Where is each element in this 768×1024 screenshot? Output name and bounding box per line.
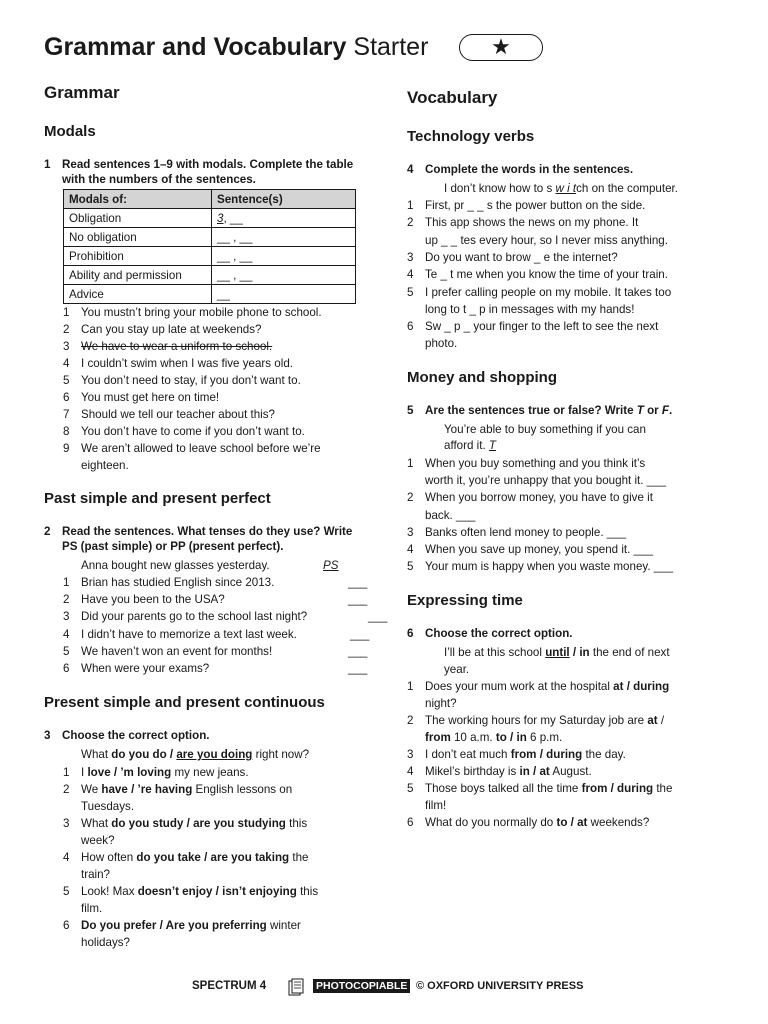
item-text xyxy=(425,712,664,729)
exercise-number: 1 xyxy=(44,158,51,171)
item-text: Mikel’s birthday is xyxy=(425,765,520,778)
option-text: have xyxy=(101,783,128,796)
item-text: Does your mum work at the hospital xyxy=(425,680,614,693)
exercise-number: 6 xyxy=(407,627,414,640)
item-text: this xyxy=(296,885,319,898)
item-text: When you borrow money, you have to give it xyxy=(425,491,653,505)
option-text: to xyxy=(556,816,568,829)
item-text: up _ _ tes every hour, so I never miss anything. xyxy=(425,233,668,247)
item-text: This app shows the news on my phone. It xyxy=(425,216,639,230)
item-number: 2 xyxy=(63,323,70,336)
star-icon: ★ xyxy=(491,34,511,59)
instruction-text: Read the sentences. What tenses do they use? Write PS (past simple) or PP (present perfect). xyxy=(62,525,353,553)
page-footer xyxy=(0,978,768,998)
item-text: We aren’t allowed to leave school before we’re xyxy=(81,442,321,455)
item-number: 3 xyxy=(63,340,70,353)
tech-heading: Technology verbs xyxy=(407,128,535,145)
item-text: Should we tell our teacher about this? xyxy=(81,408,275,421)
item-text: What do you normally do xyxy=(425,816,557,829)
example-answer: PS xyxy=(323,559,339,572)
option-text: to xyxy=(495,731,507,744)
item-text: long to t _ p in messages with my hands! xyxy=(425,302,635,316)
item-text xyxy=(81,798,134,815)
item-text xyxy=(425,746,626,763)
item-number: 5 xyxy=(63,644,70,658)
exercise-3-instruction xyxy=(44,728,370,743)
item-number: 4 xyxy=(407,543,414,556)
instruction-false-letter: F xyxy=(661,404,669,417)
item-number: 2 xyxy=(407,491,414,505)
answer-blank: , __ xyxy=(223,211,243,225)
table-cell-modal: No obligation xyxy=(64,228,212,247)
table-cell-sentences xyxy=(212,285,356,304)
item-text: Can you stay up late at weekends? xyxy=(81,323,262,336)
item-text xyxy=(81,900,102,917)
item-text: photo. xyxy=(425,337,458,351)
item-text: my new jeans. xyxy=(171,766,249,779)
time-heading: Expressing time xyxy=(407,592,523,609)
item-text xyxy=(81,866,110,883)
exercise-1-instruction xyxy=(44,157,370,187)
option-text: Are you preferring xyxy=(165,919,267,932)
item-text: week? xyxy=(81,834,115,847)
item-text: I prefer calling people on my mobile. It takes too xyxy=(425,285,672,299)
option-separator: / xyxy=(127,783,138,796)
answer-blank: ___ xyxy=(348,576,368,589)
footer-publisher: © OXFORD UNIVERSITY PRESS xyxy=(416,980,584,992)
example-answer: are you doing xyxy=(176,748,253,761)
table-header-cell: Sentence(s) xyxy=(212,190,356,209)
option-separator: / xyxy=(536,748,547,761)
table-cell-answer xyxy=(217,212,243,225)
past-heading: Past simple and present perfect xyxy=(44,490,271,507)
photocopy-icon xyxy=(287,977,307,997)
item-text: We haven’t won an event for months! xyxy=(81,644,273,658)
table-row xyxy=(64,266,356,285)
table-header-cell: Modals of: xyxy=(64,190,212,209)
exercise-4-instruction xyxy=(407,162,732,177)
item-number: 2 xyxy=(407,216,414,230)
option-text: Do you prefer xyxy=(81,919,157,932)
photocopiable-badge: PHOTOCOPIABLE xyxy=(313,979,410,993)
item-number: 4 xyxy=(407,765,414,778)
option-text: do you study xyxy=(111,817,184,830)
item-text: Banks often lend money to people. ___ xyxy=(425,525,627,539)
exercise-2-instruction xyxy=(44,524,370,554)
answer-blank: ___ xyxy=(350,627,370,641)
option-text: at xyxy=(539,765,550,778)
item-text: 6 p.m. xyxy=(526,731,563,744)
exercise-5-instruction xyxy=(407,403,732,418)
option-separator: / xyxy=(569,646,580,659)
item-number: 2 xyxy=(407,714,414,727)
item-text: I xyxy=(81,766,88,779)
modals-table xyxy=(63,189,356,304)
answer-blank: ___ xyxy=(348,662,368,675)
item-number: 5 xyxy=(407,560,414,574)
example-answer: 3 xyxy=(217,211,224,225)
item-text: How often xyxy=(81,851,137,864)
option-text: in xyxy=(516,731,527,744)
item-text: Look! Max xyxy=(81,885,138,898)
item-text: You don’t have to come if you don’t want to. xyxy=(81,425,305,438)
example-text: right now? xyxy=(252,748,310,761)
item-text: worth it, you’re unhappy that you bought it. ___ xyxy=(425,474,667,488)
exercise-4-example xyxy=(444,180,678,197)
item-number: 3 xyxy=(407,250,414,264)
item-text: Tuesdays. xyxy=(81,800,135,813)
item-text: film! xyxy=(425,799,447,812)
table-cell-answer: __ , __ xyxy=(217,249,253,263)
item-number: 6 xyxy=(407,320,414,334)
item-number: 5 xyxy=(63,885,70,898)
table-row xyxy=(64,285,356,304)
option-text: are you studying xyxy=(193,817,286,830)
item-text xyxy=(425,729,562,746)
table-cell-modal: Prohibition xyxy=(64,247,212,266)
table-cell-sentences xyxy=(212,228,356,247)
option-separator: / xyxy=(212,885,223,898)
option-separator: / xyxy=(529,765,540,778)
option-text: do you do xyxy=(111,748,167,761)
page-title xyxy=(44,31,428,63)
option-text: at xyxy=(647,714,658,727)
item-text: You must get here on time! xyxy=(81,391,220,404)
example-text: the end of next xyxy=(589,646,670,659)
title-bold: Grammar and Vocabulary xyxy=(44,33,347,61)
item-number: 4 xyxy=(63,851,70,864)
item-number: 3 xyxy=(63,610,70,624)
table-cell-modal: Advice xyxy=(64,285,212,304)
item-text xyxy=(425,797,446,814)
option-separator: / xyxy=(110,766,121,779)
exercise-6-example xyxy=(444,644,670,661)
instruction-text: . xyxy=(669,404,673,417)
item-text: weekends? xyxy=(587,816,650,829)
item-text xyxy=(81,849,308,866)
option-text: are you taking xyxy=(210,851,290,864)
exercise-number: 5 xyxy=(407,404,414,417)
option-text: at xyxy=(577,816,588,829)
item-text: this xyxy=(285,817,308,830)
item-number: 4 xyxy=(407,268,414,282)
item-text: 10 a.m. xyxy=(450,731,496,744)
item-text xyxy=(425,695,457,712)
grammar-heading: Grammar xyxy=(44,83,120,102)
option-separator: / xyxy=(183,817,194,830)
option-text: from xyxy=(581,782,608,795)
option-separator: / xyxy=(567,816,578,829)
exercise-number: 4 xyxy=(407,163,414,176)
option-text: do you take xyxy=(136,851,201,864)
exercise-number: 2 xyxy=(44,525,51,538)
item-number: 2 xyxy=(63,593,70,607)
item-number: 2 xyxy=(63,783,70,796)
item-text xyxy=(81,764,249,781)
example-text: afford it. xyxy=(444,439,486,452)
example-text: What xyxy=(81,748,112,761)
title-level: Starter xyxy=(353,33,429,61)
exercise-6-instruction xyxy=(407,626,732,641)
item-text: Did your parents go to the school last night? xyxy=(81,610,308,624)
item-text: Your mum is happy when you waste money. ___ xyxy=(425,560,674,574)
option-separator: / xyxy=(166,748,177,761)
example-text: Anna bought new glasses yesterday. xyxy=(81,559,270,572)
option-text: at xyxy=(613,680,624,693)
item-number: 4 xyxy=(63,627,70,641)
instruction-text: Choose the correct option. xyxy=(425,627,573,640)
option-text: ’m loving xyxy=(120,766,172,779)
item-text xyxy=(81,917,301,934)
table-row xyxy=(64,209,356,228)
item-text: train? xyxy=(81,868,111,881)
example-text: I’ll be at this school xyxy=(444,646,546,659)
item-text: the xyxy=(289,851,309,864)
table-cell-sentences xyxy=(212,247,356,266)
item-text: Sw _ p _ your finger to the left to see the next xyxy=(425,320,659,334)
option-text: during xyxy=(617,782,654,795)
item-text xyxy=(425,814,649,831)
option-text: during xyxy=(546,748,583,761)
item-text xyxy=(81,883,318,900)
item-number: 6 xyxy=(63,391,70,404)
answer-blank: ___ xyxy=(368,610,388,624)
item-number: 1 xyxy=(63,306,70,319)
table-row xyxy=(64,228,356,247)
option-separator: / xyxy=(200,851,211,864)
item-text: film. xyxy=(81,902,103,915)
example-text: I don’t know how to s xyxy=(444,182,556,195)
option-separator: / xyxy=(623,680,634,693)
exercise-5-example-line2 xyxy=(444,437,496,454)
answer-blank: ___ xyxy=(348,593,368,607)
instruction-text: or xyxy=(643,404,662,417)
option-text: in xyxy=(519,765,530,778)
item-text: August. xyxy=(549,765,592,778)
table-row xyxy=(64,247,356,266)
option-text: from xyxy=(510,748,537,761)
item-number: 8 xyxy=(63,425,70,438)
item-text xyxy=(81,781,292,798)
item-number: 1 xyxy=(63,576,70,589)
item-text: When you save up money, you spend it. ___ xyxy=(425,543,653,556)
option-text: doesn’t enjoy xyxy=(137,885,213,898)
table-cell-answer: __ , __ xyxy=(217,230,253,244)
item-number: 3 xyxy=(407,748,414,761)
item-text: eighteen. xyxy=(81,459,129,472)
answer-blank: ___ xyxy=(348,644,368,658)
item-number: 1 xyxy=(63,766,70,779)
item-text: Do you want to brow _ e the internet? xyxy=(425,250,618,264)
exercise-3-example xyxy=(81,746,309,763)
item-number: 3 xyxy=(63,817,70,830)
table-cell-answer: __ xyxy=(217,287,230,301)
instruction-true-letter: T xyxy=(636,404,644,417)
item-text: We have to wear a uniform to school. xyxy=(81,340,273,353)
item-text: Have you been to the USA? xyxy=(81,593,225,607)
option-text: during xyxy=(633,680,670,693)
example-answer: w i t xyxy=(555,182,577,195)
item-number: 6 xyxy=(407,816,414,829)
table-header-row xyxy=(64,190,356,209)
item-text xyxy=(81,832,115,849)
item-text: Te _ t me when you know the time of your train. xyxy=(425,268,668,282)
item-text: Brian has studied English since 2013. xyxy=(81,576,275,589)
item-number: 9 xyxy=(63,442,70,455)
item-number: 1 xyxy=(407,457,414,470)
option-separator: / xyxy=(607,782,618,795)
item-text: I don’t eat much xyxy=(425,748,511,761)
item-text: / xyxy=(657,714,665,727)
option-text: from xyxy=(425,731,451,744)
item-text: I couldn’t swim when I was five years old. xyxy=(81,357,293,370)
instruction-text: Complete the words in the sentences. xyxy=(425,163,634,176)
item-number: 7 xyxy=(63,408,70,421)
item-text xyxy=(425,678,669,695)
item-text: When were your exams? xyxy=(81,662,210,675)
item-text: the day. xyxy=(582,748,626,761)
item-number: 1 xyxy=(407,680,414,693)
exercise-number: 3 xyxy=(44,729,51,742)
vocabulary-heading: Vocabulary xyxy=(407,88,498,107)
item-text: The working hours for my Saturday job are xyxy=(425,714,648,727)
exercise-6-example-line2: year. xyxy=(444,663,470,676)
table-cell-answer: __ , __ xyxy=(217,268,253,282)
option-text: ’re having xyxy=(137,783,193,796)
option-text: in xyxy=(579,646,590,659)
exercise-5-example: You’re able to buy something if you can xyxy=(444,423,646,436)
footer-spectrum: SPECTRUM 4 xyxy=(192,980,267,992)
item-text: We xyxy=(81,783,102,796)
example-answer: until xyxy=(545,646,570,659)
item-text xyxy=(81,815,307,832)
modals-heading: Modals xyxy=(44,123,96,140)
example-answer: T xyxy=(488,439,497,452)
instruction-text: Read sentences 1–9 with modals. Complete the table with the numbers of the sentences. xyxy=(62,158,354,186)
table-cell-sentences xyxy=(212,266,356,285)
item-text: When you buy something and you think it’s xyxy=(425,457,646,470)
item-text xyxy=(425,780,672,797)
item-number: 5 xyxy=(63,374,70,387)
item-text: First, pr _ _ s the power button on the side. xyxy=(425,199,646,212)
item-text: English lessons on xyxy=(192,783,293,796)
table-cell-modal: Ability and permission xyxy=(64,266,212,285)
money-heading: Money and shopping xyxy=(407,369,557,386)
table-cell-sentences xyxy=(212,209,356,228)
present-heading: Present simple and present continuous xyxy=(44,694,325,711)
item-number: 6 xyxy=(63,919,70,932)
level-star-badge xyxy=(459,34,543,61)
item-text: You mustn’t bring your mobile phone to school. xyxy=(81,306,322,319)
item-text: What xyxy=(81,817,112,830)
item-number: 5 xyxy=(407,285,414,299)
item-number: 5 xyxy=(407,782,414,795)
item-text: back. ___ xyxy=(425,508,476,522)
item-text xyxy=(425,763,592,780)
item-text: the xyxy=(653,782,673,795)
option-separator: / xyxy=(156,919,166,932)
item-number: 6 xyxy=(63,662,70,675)
item-text: holidays? xyxy=(81,936,130,949)
item-number: 1 xyxy=(407,199,414,212)
option-text: love xyxy=(87,766,111,779)
item-number: 3 xyxy=(407,525,414,539)
item-text: night? xyxy=(425,697,457,710)
instruction-text: Are the sentences true or false? Write xyxy=(425,404,637,417)
item-text: I didn’t have to memorize a text last week. xyxy=(81,627,297,641)
example-text: ch on the computer. xyxy=(576,182,678,195)
option-separator: / xyxy=(506,731,517,744)
item-text: winter xyxy=(266,919,301,932)
item-text xyxy=(81,934,130,951)
option-text: isn’t enjoying xyxy=(222,885,297,898)
item-number: 4 xyxy=(63,357,70,370)
item-text: You don’t need to stay, if you don’t want to. xyxy=(81,374,301,387)
instruction-text: Choose the correct option. xyxy=(62,729,210,742)
table-cell-modal: Obligation xyxy=(64,209,212,228)
item-text: Those boys talked all the time xyxy=(425,782,582,795)
